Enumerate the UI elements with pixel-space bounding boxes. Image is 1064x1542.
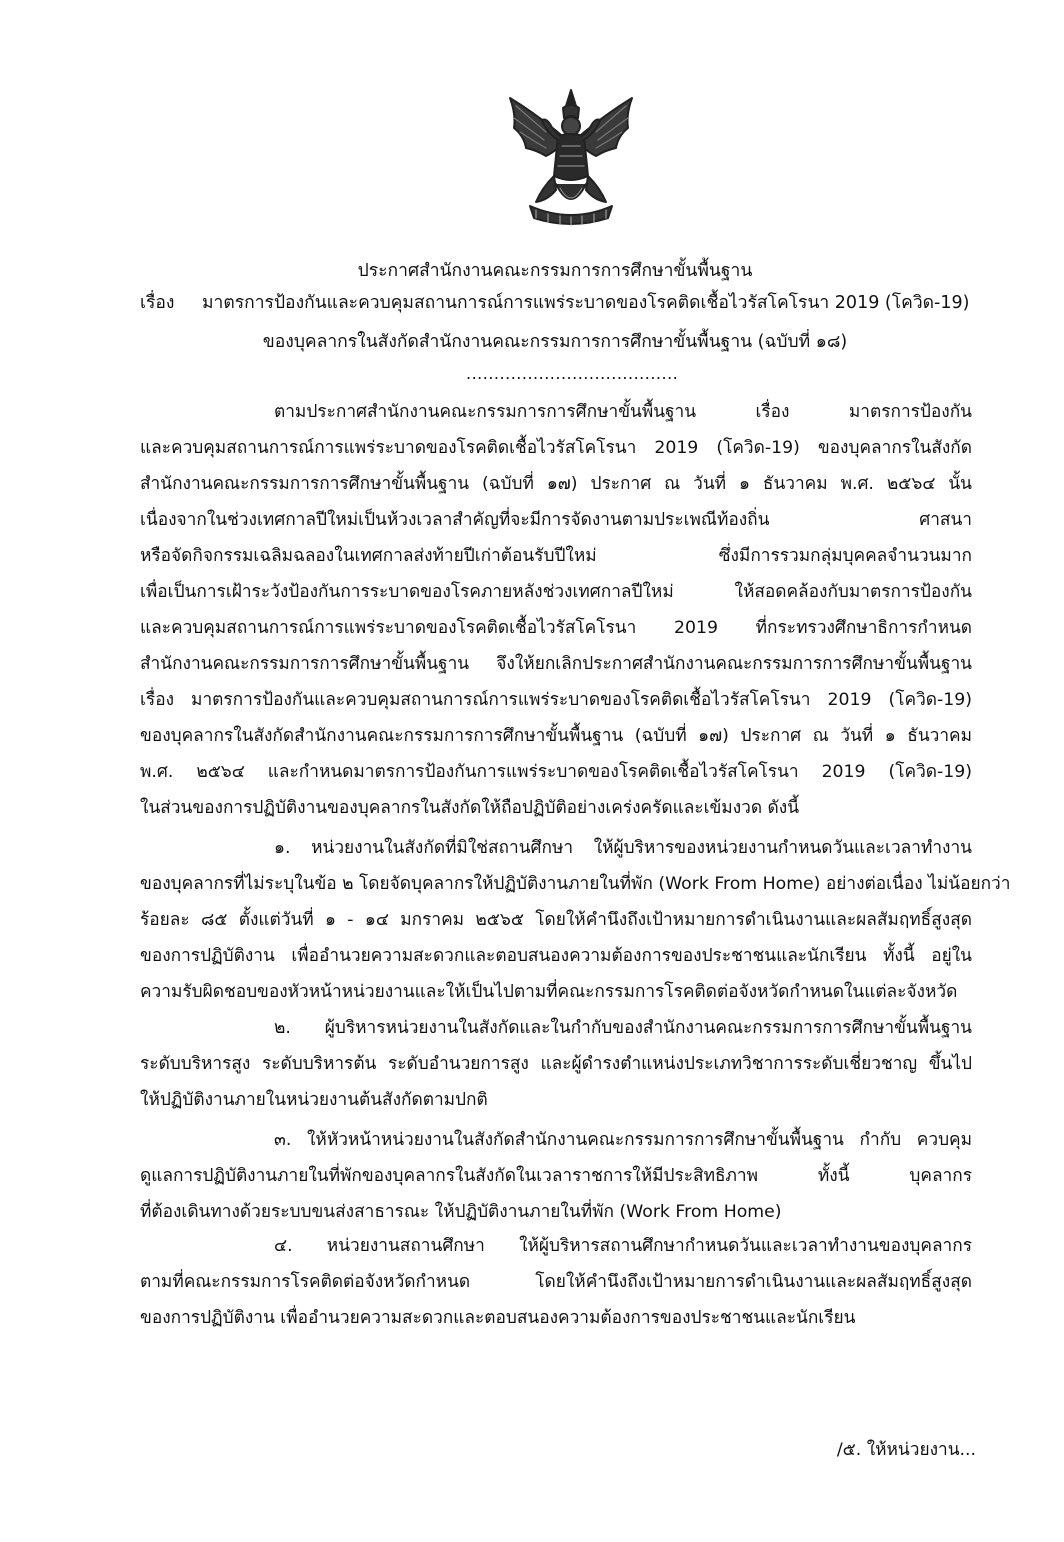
body-line: ในส่วนของการปฏิบัติงานของบุคลากรในสังกัดให้ถือปฏิบัติอย่างเคร่งครัดและเข้มงวด ดังนี้ — [140, 798, 800, 818]
garuda-emblem-icon — [496, 84, 646, 234]
body-line: เรื่อง มาตรการป้องกันและควบคุมสถานการณ์การแพร่ระบาดของโรคติดเชื้อไวรัสโคโรนา 2019 (โควิด-19) — [140, 690, 972, 710]
subject-text: มาตรการป้องกันและควบคุมสถานการณ์การแพร่ระบาดของโรคติดเชื้อไวรัสโคโรนา 2019 (โควิด-19) — [202, 293, 970, 313]
announcement-title: ประกาศสำนักงานคณะกรรมการการศึกษาขั้นพื้นฐาน — [357, 261, 753, 281]
body-line: ของบุคลากรในสังกัดสำนักงานคณะกรรมการการศึกษาขั้นพื้นฐาน (ฉบับที่ ๑๗) ประกาศ ณ วันที่ ๑ ธันวาคม — [140, 726, 972, 746]
body-line: และควบคุมสถานการณ์การแพร่ระบาดของโรคติดเชื้อไวรัสโคโรนา 2019 ที่กระทรวงศึกษาธิการกำหนด — [140, 618, 972, 638]
item-4-line: ตามที่คณะกรรมการโรคติดต่อจังหวัดกำหนด โดยให้คำนึงถึงเป้าหมายการดำเนินงานและผลสัมฤทธิ์สูงสุด — [140, 1272, 972, 1292]
body-line: หรือจัดกิจกรรมเฉลิมฉลองในเทศกาลส่งท้ายปีเก่าต้อนรับปีใหม่ ซึ่งมีการรวมกลุ่มบุคคลจำนวนมาก — [140, 546, 972, 566]
item-4-line: ของการปฏิบัติงาน เพื่ออำนวยความสะดวกและตอบสนองความต้องการของประชาชนและนักเรียน — [140, 1308, 856, 1328]
item-2-line: ให้ปฏิบัติงานภายในหน่วยงานต้นสังกัดตามปกติ — [140, 1090, 488, 1110]
body-line: เพื่อเป็นการเฝ้าระวังป้องกันการระบาดของโรคภายหลังช่วงเทศกาลปีใหม่ ให้สอดคล้องกับมาตรการป้องกัน — [140, 582, 972, 602]
subject-label: เรื่อง — [140, 293, 175, 313]
item-1-line: ร้อยละ ๘๕ ตั้งแต่วันที่ ๑ - ๑๔ มกราคม ๒๕๖๕ โดยให้คำนึงถึงเป้าหมายการดำเนินงานและผลสัมฤทธิ์สูงสุด — [140, 910, 972, 930]
item-3-line: ๓. ให้หัวหน้าหน่วยงานในสังกัดสำนักงานคณะกรรมการการศึกษาขั้นพื้นฐาน กำกับ ควบคุม — [274, 1130, 972, 1150]
body-line: พ.ศ. ๒๕๖๔ และกำหนดมาตรการป้องกันการแพร่ระบาดของโรคติดเชื้อไวรัสโคโรนา 2019 (โควิด-19) — [140, 762, 972, 782]
body-line: เนื่องจากในช่วงเทศกาลปีใหม่เป็นห้วงเวลาสำคัญที่จะมีการจัดงานตามประเพณีท้องถิ่น ศาสนา — [140, 510, 972, 530]
item-3-line: ดูแลการปฏิบัติงานภายในที่พักของบุคลากรในสังกัดในเวลาราชการให้มีประสิทธิภาพ ทั้งนี้ บุคลากร — [140, 1166, 972, 1186]
item-1-line: ของบุคลากรที่ไม่ระบุในข้อ ๒ โดยจัดบุคลากรให้ปฏิบัติงานภายในที่พัก (Work From Home) อย่างต่อเนื่อง ไม่น้อยกว่า — [140, 874, 1011, 894]
body-line: ตามประกาศสำนักงานคณะกรรมการการศึกษาขั้นพื้นฐาน เรื่อง มาตรการป้องกัน — [274, 402, 972, 422]
item-2-line: ๒. ผู้บริหารหน่วยงานในสังกัดและในกำกับของสำนักงานคณะกรรมการการศึกษาขั้นพื้นฐาน — [274, 1018, 972, 1038]
body-line: สำนักงานคณะกรรมการการศึกษาขั้นพื้นฐาน (ฉบับที่ ๑๗) ประกาศ ณ วันที่ ๑ ธันวาคม พ.ศ. ๒๕๖๔ นั้น — [140, 474, 972, 494]
announcement-subject-line2: ของบุคลากรในสังกัดสำนักงานคณะกรรมการการศึกษาขั้นพื้นฐาน (ฉบับที่ ๑๘) — [262, 332, 848, 352]
item-1-line: ๑. หน่วยงานในสังกัดที่มิใช่สถานศึกษา ให้ผู้บริหารของหน่วยงานกำหนดวันและเวลาทำงาน — [274, 838, 972, 858]
item-1-line: ความรับผิดชอบของหัวหน้าหน่วยงานและให้เป็นไปตามที่คณะกรรมการโรคติดต่อจังหวัดกำหนดในแต่ละจังหวัด — [140, 982, 958, 1002]
body-line: และควบคุมสถานการณ์การแพร่ระบาดของโรคติดเชื้อไวรัสโคโรนา 2019 (โควิด-19) ของบุคลากรในสังกัด — [140, 438, 972, 458]
item-4-line: ๔. หน่วยงานสถานศึกษา ให้ผู้บริหารสถานศึกษากำหนดวันและเวลาทำงานของบุคลากร — [274, 1236, 972, 1256]
separator: ...................................... — [466, 364, 679, 383]
body-line: สำนักงานคณะกรรมการการศึกษาขั้นพื้นฐาน จึงให้ยกเลิกประกาศสำนักงานคณะกรรมการการศึกษาขั้นพื้นฐาน — [140, 654, 972, 674]
item-1-line: ของการปฏิบัติงาน เพื่ออำนวยความสะดวกและตอบสนองความต้องการของประชาชนและนักเรียน ทั้งนี้ อยู่ใน — [140, 946, 972, 966]
item-3-line: ที่ต้องเดินทางด้วยระบบขนส่งสาธารณะ ให้ปฏิบัติงานภายในที่พัก (Work From Home) — [140, 1202, 782, 1222]
announcement-subject — [140, 286, 990, 320]
item-2-line: ระดับบริหารสูง ระดับบริหารต้น ระดับอำนวยการสูง และผู้ดำรงตำแหน่งประเภทวิชาการระดับเชี่ยวชาญ ขึ้นไป — [140, 1054, 972, 1074]
continuation-note: /๕. ให้หน่วยงาน... — [836, 1440, 976, 1460]
